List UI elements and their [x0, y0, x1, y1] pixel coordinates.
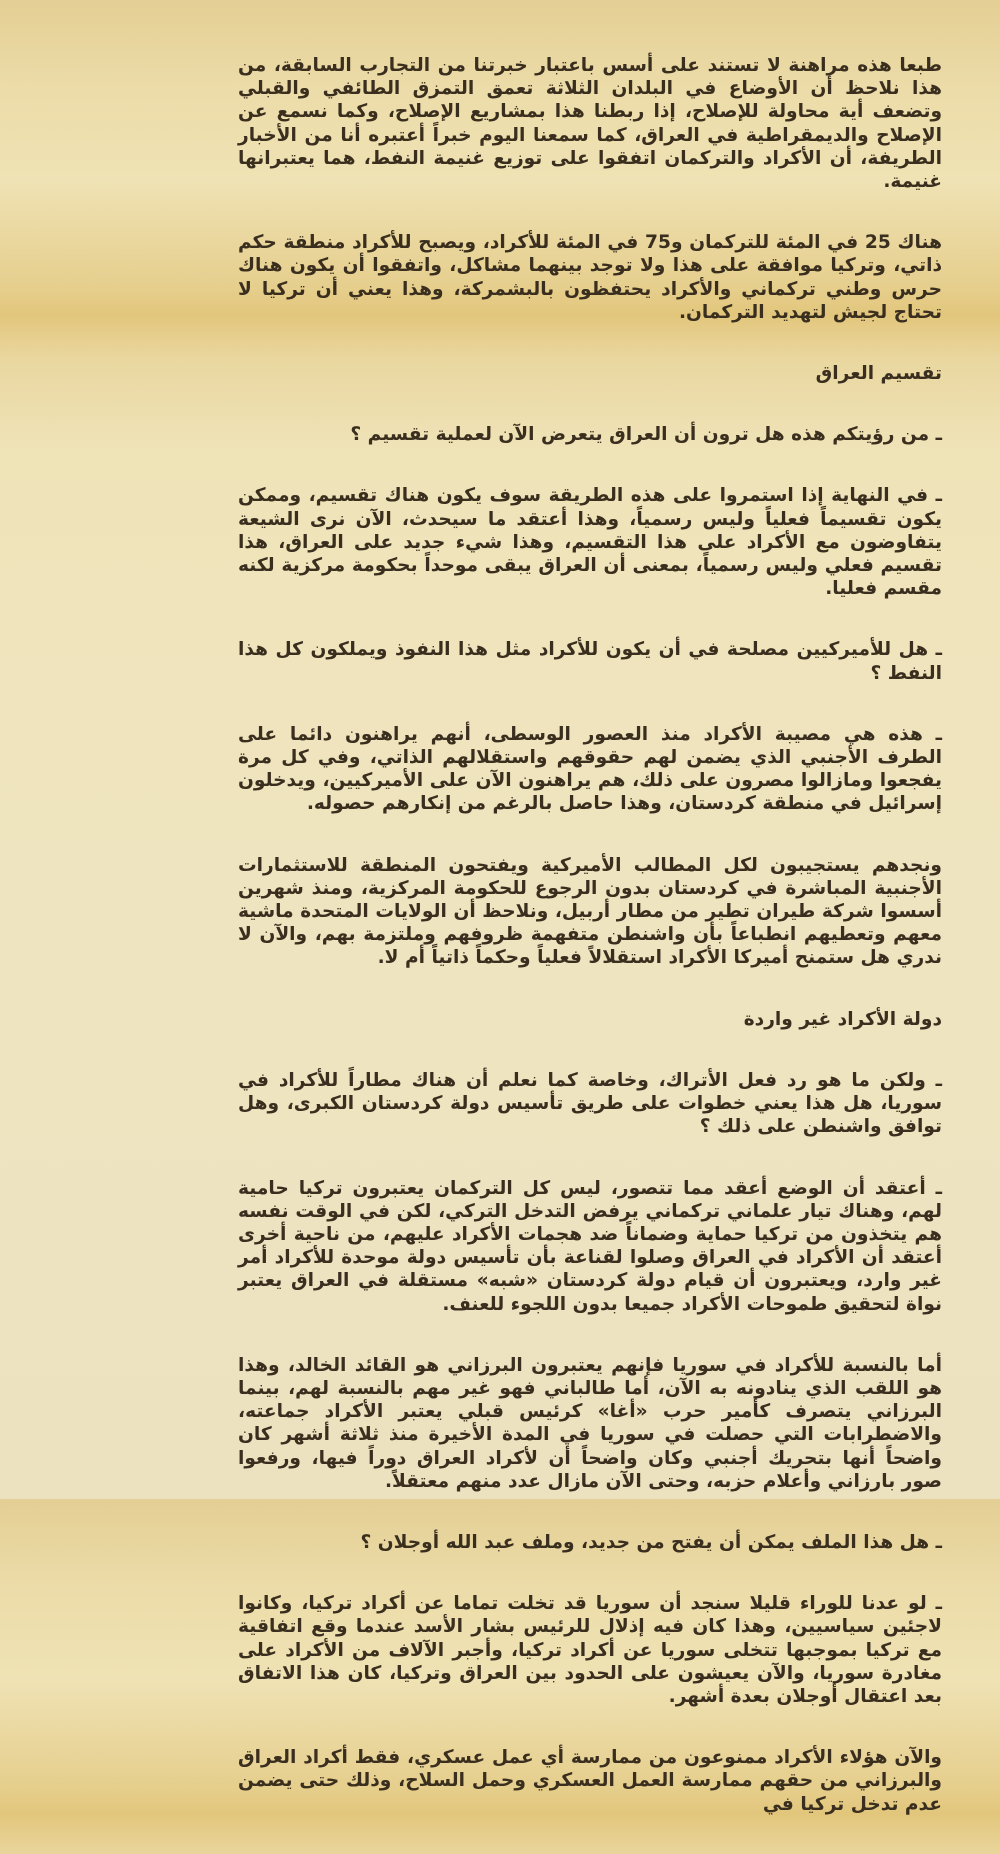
answer-turkish-reaction: ـ أعتقد أن الوضع أعقد مما تتصور، ليس كل التركمان يعتبرون تركيا حامية لهم، وهناك تيار علماني تركماني يرفض التدخل التركي، لكن في الوقت نفسه هم يتخذون من تركيا حماية وضماناً ضد هجمات الأكراد عليهم، من ناحية أخرى أعتقد أن الأكراد في العراق وصلوا لقناعة بأن تأسيس دولة موحدة للأكراد أمر غير وارد، ويعتبرون أن قيام دولة كردستان «شبه» مستقلة في العراق يعتبر نواة لتحقيق طموحات الأكراد جميعا بدون اللجوء للعنف.: [238, 1177, 942, 1315]
question-american-interest: ـ هل للأميركيين مصلحة في أن يكون للأكراد مثل هذا النفوذ ويملكون كل هذا النفط ؟: [238, 639, 942, 684]
paragraph-syrian-kurds: أما بالنسبة للأكراد في سوريا فإنهم يعتبرون البرزاني هو القائد الخالد، وهذا هو اللقب الذي ينادونه به الآن، أما طالباني فهو غير مهم بالنسبة لهم، بينما البرزاني يتصرف كأمير حرب «أغا» كرئيس قبلي يعتبر الأكراد جماعته، والاضطرابات التي حصلت في سوريا في المدة الأخيرة منذ ثلاثة أشهر كان واضحاً أنها بتحريك أجنبي وكان واضحاً أن لأكراد العراق دوراً فيها، ورفعوا صور بارزاني وأعلام حزبه، وحتى الآن مازال عدد منهم معتقلاً.: [238, 1354, 942, 1492]
article-body: [238, 54, 942, 1854]
answer-iraq-division: ـ في النهاية إذا استمروا على هذه الطريقة سوف يكون هناك تقسيم، وممكن يكون تقسيماً فعلياً وليس رسمياً، وهذا أعتقد ما سيحدث، الآن نرى الشيعة يتفاوضون مع الأكراد على هذا التقسيم، وهذا شيء جديد على العراق، هذا تقسيم فعلي وليس رسمياً، بمعنى أن العراق يبقى موحداً بحكومة مركزية لكنه مقسم فعليا.: [238, 485, 942, 600]
paragraph-oil-share: هناك 25 في المئة للتركمان و75 في المئة للأكراد، ويصبح للأكراد منطقة حكم ذاتي، وتركيا موافقة على هذا ولا توجد بينهما مشاكل، واتفقوا أن يكون هناك حرس وطني تركماني والأكراد يحتفظون بالبشمركة، وهذا يعني أن تركيا لا تحتاج لجيش لتهديد التركمان.: [238, 232, 943, 323]
paragraph-intro: طبعا هذه مراهنة لا تستند على أسس باعتبار خبرتنا من التجارب السابقة، من هذا نلاحظ أن الأوضاع في البلدان الثلاثة تعمق التمزق الطائفي والقبلي وتضعف أية محاولة للإصلاح، إذا ربطنا هذا بمشاريع الإصلاح، وكما نسمع عن الإصلاح والديمقراطية في العراق، كما سمعنا اليوم خبراً أعتبره أنا من الأخبار الطريفة، أن الأكراد والتركمان اتفقوا على توزيع غنيمة النفط، هما يعتبرانها غنيمة.: [238, 55, 942, 193]
section-heading-kurdish-state: دولة الأكراد غير واردة: [743, 1008, 942, 1030]
question-iraq-division: ـ من رؤيتكم هذه هل ترون أن العراق يتعرض الآن لعملية تقسيم ؟: [350, 424, 942, 446]
question-turkish-reaction: ـ ولكن ما هو رد فعل الأتراك، وخاصة كما نعلم أن هناك مطاراً للأكراد في سوريا، هل هذا يعني خطوات على طريق تأسيس دولة كردستان الكبرى، وهل توافق واشنطن على ذلك ؟: [238, 1069, 942, 1138]
answer-ocalan-file: ـ لو عدنا للوراء قليلا سنجد أن سوريا قد تخلت تماما عن أكراد تركيا، وكانوا لاجئين سياسيين، وهذا كان فيه إذلال للرئيس بشار الأسد عندما وقع اتفاقية مع تركيا بموجبها تتخلى سوريا عن أكراد تركيا، وأجبر الآلاف من الأكراد على مغادرة سوريا، والآن يعيشون على الحدود بين العراق وتركيا، كان هذا الاتفاق بعد اعتقال أوجلان بعدة أشهر.: [238, 1593, 942, 1707]
question-ocalan-file: ـ هل هذا الملف يمكن أن يفتح من جديد، وملف عبد الله أوجلان ؟: [360, 1531, 942, 1553]
section-heading-iraq-division: تقسيم العراق: [815, 363, 942, 385]
answer-american-interest: ـ هذه هي مصيبة الأكراد منذ العصور الوسطى، أنهم يراهنون دائما على الطرف الأجنبي الذي يضمن لهم حقوقهم واستقلالهم الذاتي، وفي كل مرة يفجعوا ومازالوا مصرون على ذلك، هم يراهنون الآن على الأميركيين، ويدخلون إسرائيل في منطقة كردستان، وهذا حاصل بالرغم من إنكارهم حصوله.: [238, 723, 942, 815]
paragraph-investments: ونجدهم يستجيبون لكل المطالب الأميركية ويفتحون المنطقة للاستثمارات الأجنبية المباشرة في كردستان بدون الرجوع للحكومة المركزية، ومنذ شهرين أسسوا شركة طيران تطير من مطار أربيل، ونلاحظ أن الولايات المتحدة ماشية معهم وتعطيهم انطباعاً بأن واشنطن متفهمة ظروفهم وملتزمة بهم، والآن لا ندري هل ستمنح أميركا الأكراد استقلالاً فعلياً وحكماً ذاتياً أم لا.: [238, 854, 942, 969]
paragraph-military-ban: والآن هؤلاء الأكراد ممنوعون من ممارسة أي عمل عسكري، فقط أكراد العراق والبرزاني من حقهم ممارسة العمل العسكري وحمل السلاح، وذلك حتى يضمن عدم تدخل تركيا في: [238, 1747, 942, 1815]
